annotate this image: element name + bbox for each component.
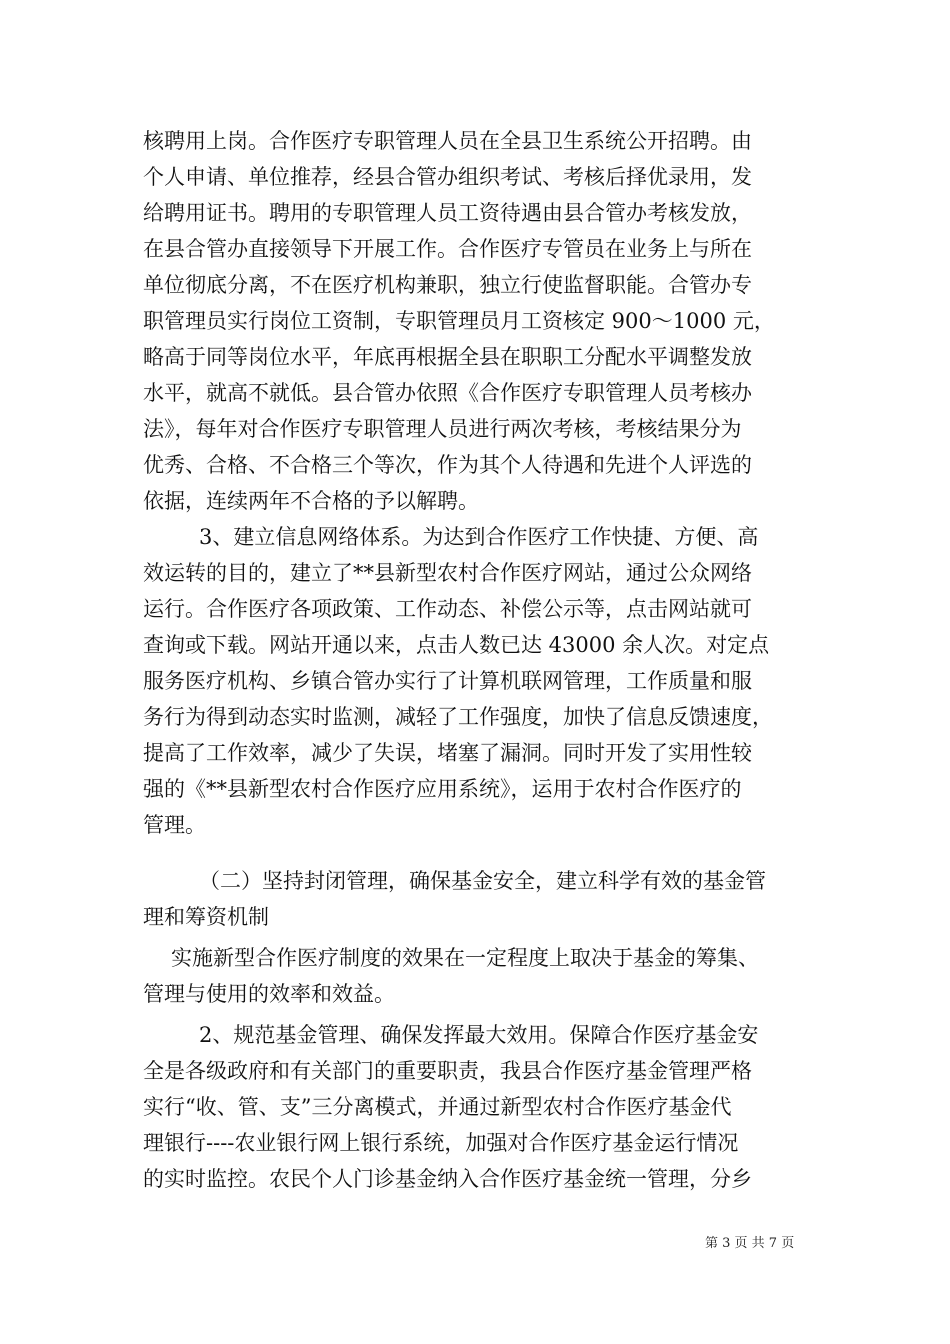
section-heading: （二）坚持封闭管理，确保基金安全，建立科学有效的基金管 [199,869,766,893]
text-line: 效运转的目的，建立了**县新型农村合作医疗网站，通过公众网络 [143,561,752,585]
text-line: 法》，每年对合作医疗专职管理人员进行两次考核，考核结果分为 [143,417,742,441]
text-line: 略高于同等岗位水平，年底再根据全县在职职工分配水平调整发放 [143,345,752,369]
paragraph-start: 实施新型合作医疗制度的效果在一定程度上取决于基金的筹集、 [171,946,759,970]
text-line: 务行为得到动态实时监测，减轻了工作强度，加快了信息反馈速度， [143,705,773,729]
text-line: 依据，连续两年不合格的予以解聘。 [143,489,479,513]
page-number-footer: 第 3 页 共 7 页 [705,1236,795,1251]
text-line: 核聘用上岗。合作医疗专职管理人员在全县卫生系统公开招聘。由 [143,129,752,153]
text-line: 在县合管办直接领导下开展工作。合作医疗专管员在业务上与所在 [143,237,752,261]
text-line: 全是各级政府和有关部门的重要职责，我县合作医疗基金管理严格 [143,1059,752,1083]
text-line: 给聘用证书。聘用的专职管理人员工资待遇由县合管办考核发放， [143,201,752,225]
text-line: 实行“收、管、支”三分离模式，并通过新型农村合作医疗基金代 [143,1095,732,1119]
text-line: 运行。合作医疗各项政策、工作动态、补偿公示等，点击网站就可 [143,597,752,621]
text-line: 管理。 [143,813,206,837]
text-line: 管理与使用的效率和效益。 [143,982,395,1006]
text-line: 强的《**县新型农村合作医疗应用系统》，运用于农村合作医疗的 [143,777,742,801]
text-line: 理银行----农业银行网上银行系统，加强对合作医疗基金运行情况 [143,1131,739,1155]
text-line: 查询或下载。网站开通以来，点击人数已达 43000 余人次。对定点 [143,633,770,657]
text-line: 提高了工作效率，减少了失误，堵塞了漏洞。同时开发了实用性较 [143,741,752,765]
text-line: 服务医疗机构、乡镇合管办实行了计算机联网管理，工作质量和服 [143,669,752,693]
section-heading-continued: 理和筹资机制 [143,905,269,929]
text-line: 的实时监控。农民个人门诊基金纳入合作医疗基金统一管理，分乡 [143,1167,752,1191]
text-line: 个人申请、单位推荐，经县合管办组织考试、考核后择优录用，发 [143,165,752,189]
text-line: 单位彻底分离，不在医疗机构兼职，独立行使监督职能。合管办专 [143,273,752,297]
text-line: 优秀、合格、不合格三个等次，作为其个人待遇和先进个人评选的 [143,453,752,477]
text-line: 水平，就高不就低。县合管办依照《合作医疗专职管理人员考核办 [143,381,752,405]
paragraph-start: 2、规范基金管理、确保发挥最大效用。保障合作医疗基金安 [199,1023,759,1047]
text-line: 职管理员实行岗位工资制，专职管理员月工资核定 900～1000 元， [143,309,775,333]
paragraph-start: 3、建立信息网络体系。为达到合作医疗工作快捷、方便、高 [199,525,759,549]
